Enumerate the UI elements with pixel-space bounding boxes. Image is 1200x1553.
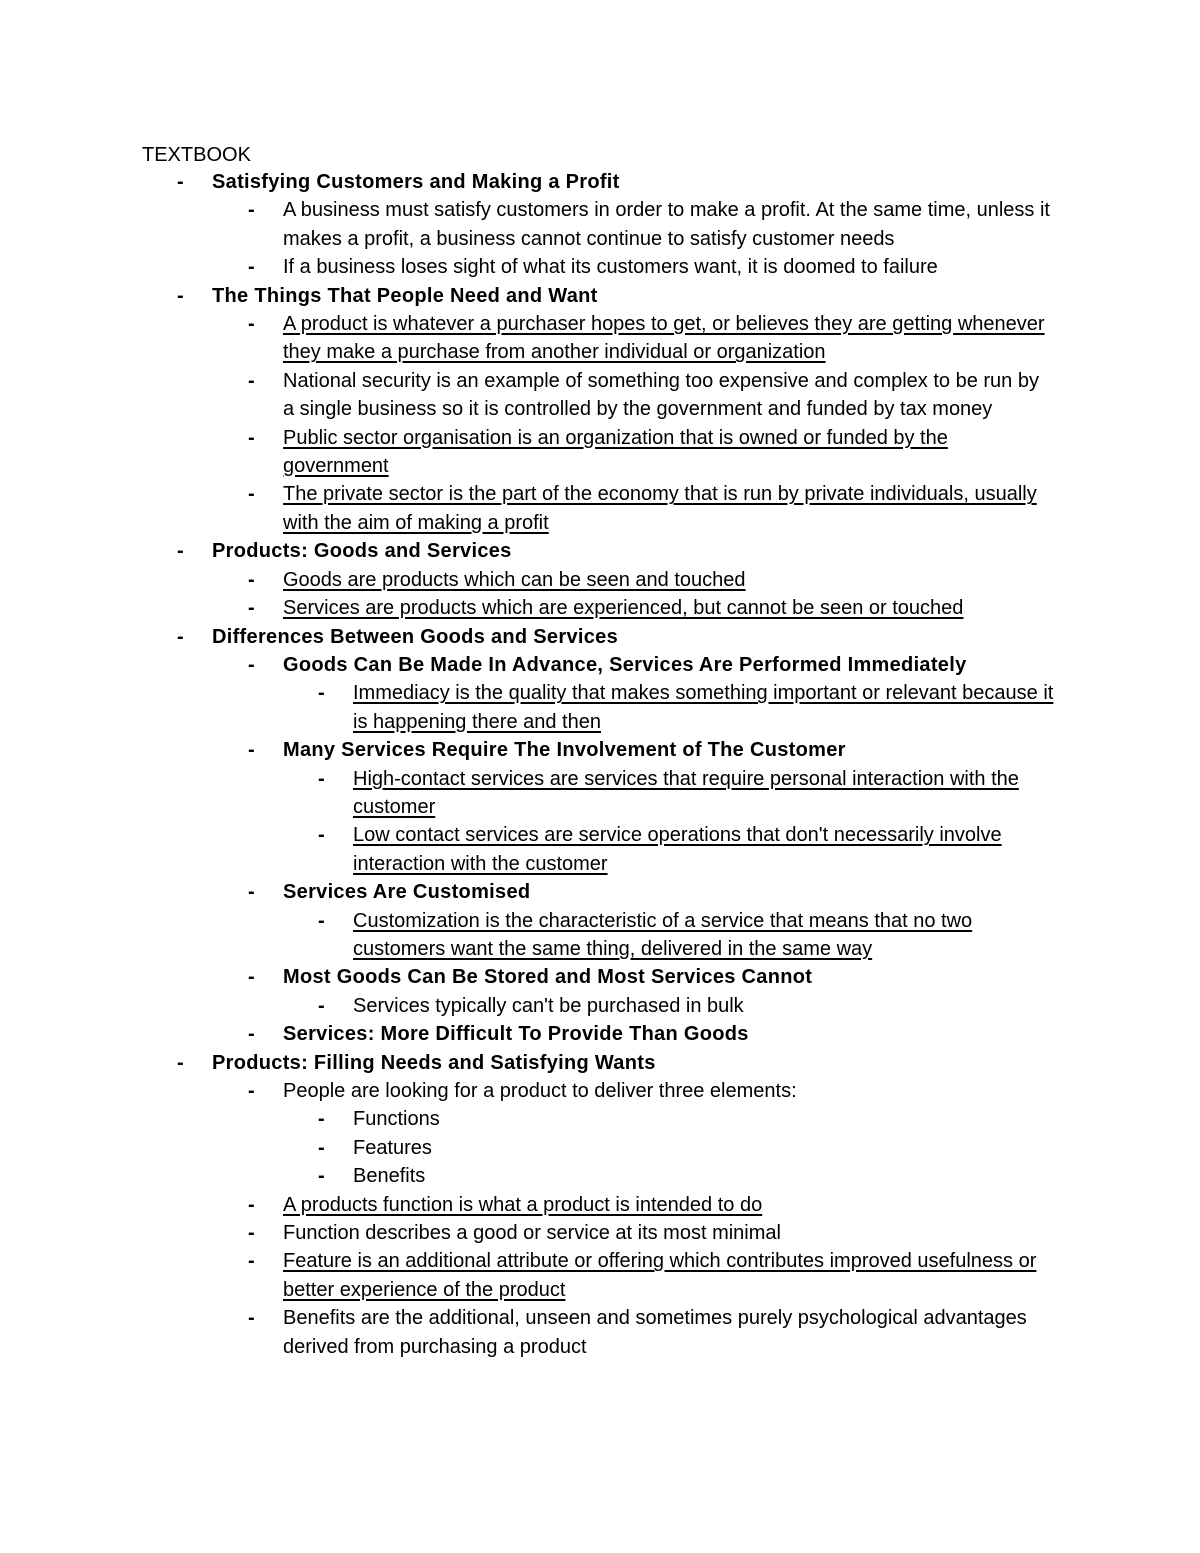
outline-item-text: The private sector is the part of the economy that is run by private individuals, usually with the aim of making a profit xyxy=(283,483,1037,534)
bullet-dash-icon: - xyxy=(177,625,184,648)
outline-item-level-2 xyxy=(0,1077,1053,1105)
outline-item-text: Features xyxy=(353,1136,432,1159)
outline-item-text: Services are products which are experienced, but cannot be seen or touched xyxy=(283,597,964,620)
bullet-dash-icon: - xyxy=(318,1165,325,1188)
bullet-dash-icon: - xyxy=(248,1307,255,1330)
outline-item-text: People are looking for a product to deliver three elements: xyxy=(283,1080,797,1102)
outline-item-text: Services typically can't be purchased in bulk xyxy=(353,994,744,1017)
bullet-dash-icon: - xyxy=(318,909,325,932)
bullet-dash-icon: - xyxy=(318,1108,325,1131)
bullet-dash-icon: - xyxy=(248,966,255,989)
outline-item-text: Differences Between Goods and Services xyxy=(212,625,618,648)
outline-item-level-2 xyxy=(0,196,1053,253)
outline-item-text: Benefits xyxy=(353,1165,426,1188)
outline-item-level-2 xyxy=(0,367,1053,424)
bullet-dash-icon: - xyxy=(318,824,325,847)
outline-item-text: A product is whatever a purchaser hopes to get, or believes they are getting whenever they make a purchase from another individual or organization xyxy=(283,313,1045,364)
bullet-dash-icon: - xyxy=(248,568,255,591)
outline-item-level-2 xyxy=(0,424,1053,481)
bullet-dash-icon: - xyxy=(248,1023,255,1046)
outline-item-text: A products function is what a product is intended to do xyxy=(283,1193,763,1216)
bullet-dash-icon: - xyxy=(248,426,255,449)
bullet-dash-icon: - xyxy=(248,881,255,904)
outline-item-level-1 xyxy=(0,537,1052,565)
outline-item-text: Satisfying Customers and Making a Profit xyxy=(212,171,620,193)
outline-item-text: If a business loses sight of what its customers want, it is doomed to failure xyxy=(283,256,938,279)
bullet-dash-icon: - xyxy=(318,994,325,1017)
outline-item-level-2 xyxy=(0,736,1053,764)
outline-item-text: High-contact services are services that require personal interaction with the customer xyxy=(353,767,1019,818)
outline-item-text: Goods Can Be Made In Advance, Services Are Performed Immediately xyxy=(283,653,967,676)
outline-item-level-2 xyxy=(0,963,1053,991)
bullet-dash-icon: - xyxy=(318,682,325,705)
outline-item-text: A business must satisfy customers in order to make a profit. At the same time, unless it makes a profit, a business cannot continue to satisfy customer needs xyxy=(283,199,1050,250)
outline-item-text: Goods are products which can be seen and touched xyxy=(283,568,746,591)
outline-item-text: Function describes a good or service at its most minimal xyxy=(283,1222,781,1245)
outline-item-text: Services: More Difficult To Provide Than Goods xyxy=(283,1023,749,1046)
outline-item-level-3 xyxy=(0,765,1055,822)
outline-item-level-2 xyxy=(0,566,1053,594)
outline-item-text: Many Services Require The Involvement of The Customer xyxy=(283,739,846,762)
bullet-dash-icon: - xyxy=(248,597,255,620)
outline-item-level-2 xyxy=(0,1304,1053,1361)
bullet-dash-icon: - xyxy=(248,1250,255,1273)
outline-item-level-2 xyxy=(0,1191,1053,1219)
outline-item-level-1 xyxy=(0,623,1052,651)
outline-item-text: Products: Filling Needs and Satisfying Wants xyxy=(212,1051,656,1074)
bullet-dash-icon: - xyxy=(318,1136,325,1159)
bullet-dash-icon: - xyxy=(248,653,255,676)
outline-item-level-2 xyxy=(0,310,1053,367)
bullet-dash-icon: - xyxy=(248,1193,255,1216)
outline-item-level-3 xyxy=(0,992,1055,1020)
outline-item-text: Feature is an additional attribute or offering which contributes improved usefulness or better experience of the product xyxy=(283,1250,1037,1301)
document-title: TEXTBOOK xyxy=(142,144,251,166)
bullet-dash-icon: - xyxy=(318,767,325,790)
outline-item-text: Public sector organisation is an organization that is owned or funded by the government xyxy=(283,426,948,478)
outline-item-level-3 xyxy=(0,1105,1055,1133)
bullet-dash-icon: - xyxy=(248,369,255,392)
outline-item-text: Most Goods Can Be Stored and Most Services Cannot xyxy=(283,966,813,989)
bullet-dash-icon: - xyxy=(248,199,255,222)
outline-item-level-2 xyxy=(0,1247,1053,1304)
outline-item-level-3 xyxy=(0,907,1055,964)
bullet-dash-icon: - xyxy=(177,171,184,193)
outline-item-level-3 xyxy=(0,1162,1055,1190)
outline-item-level-3 xyxy=(0,1134,1055,1162)
outline-item-level-2 xyxy=(0,651,1053,679)
outline-item-text: The Things That People Need and Want xyxy=(212,284,598,307)
outline-item-level-2 xyxy=(0,253,1053,281)
outline-item-level-1 xyxy=(0,282,1052,310)
outline-item-level-1 xyxy=(0,168,1052,196)
bullet-dash-icon: - xyxy=(248,483,255,506)
bullet-dash-icon: - xyxy=(248,739,255,762)
outline-item-text: Low contact services are service operations that don't necessarily involve interaction with the customer xyxy=(353,824,1002,875)
outline-item-text: Customization is the characteristic of a service that means that no two customers want the same thing, delivered in the same way xyxy=(353,909,973,960)
outline-item-level-2 xyxy=(0,1219,1053,1247)
bullet-dash-icon: - xyxy=(248,256,255,279)
outline-item-level-3 xyxy=(0,821,1055,878)
outline-item-level-3 xyxy=(0,679,1055,736)
bullet-dash-icon: - xyxy=(177,540,184,563)
outline-item-level-2 xyxy=(0,1020,1053,1048)
outline-item-text: Functions xyxy=(353,1108,440,1131)
outline-item-level-2 xyxy=(0,594,1053,622)
outline-item-level-2 xyxy=(0,480,1053,537)
bullet-dash-icon: - xyxy=(177,1051,184,1074)
outline-item-text: Products: Goods and Services xyxy=(212,540,512,563)
outline-item-text: Benefits are the additional, unseen and sometimes purely psychological advantages derived from purchasing a product xyxy=(283,1307,1027,1358)
outline-item-text: Services Are Customised xyxy=(283,881,531,904)
bullet-dash-icon: - xyxy=(248,1080,255,1102)
outline-item-level-1 xyxy=(0,1049,1052,1077)
outline-item-text: Immediacy is the quality that makes something important or relevant because it is happening there and then xyxy=(353,682,1054,733)
bullet-dash-icon: - xyxy=(248,313,255,336)
bullet-dash-icon: - xyxy=(248,1222,255,1245)
outline-item-level-2 xyxy=(0,878,1053,906)
bullet-dash-icon: - xyxy=(177,284,184,307)
outline-list xyxy=(0,168,1200,1361)
outline-item-text: National security is an example of something too expensive and complex to be run by a single business so it is controlled by the government and funded by tax money xyxy=(283,369,1039,421)
